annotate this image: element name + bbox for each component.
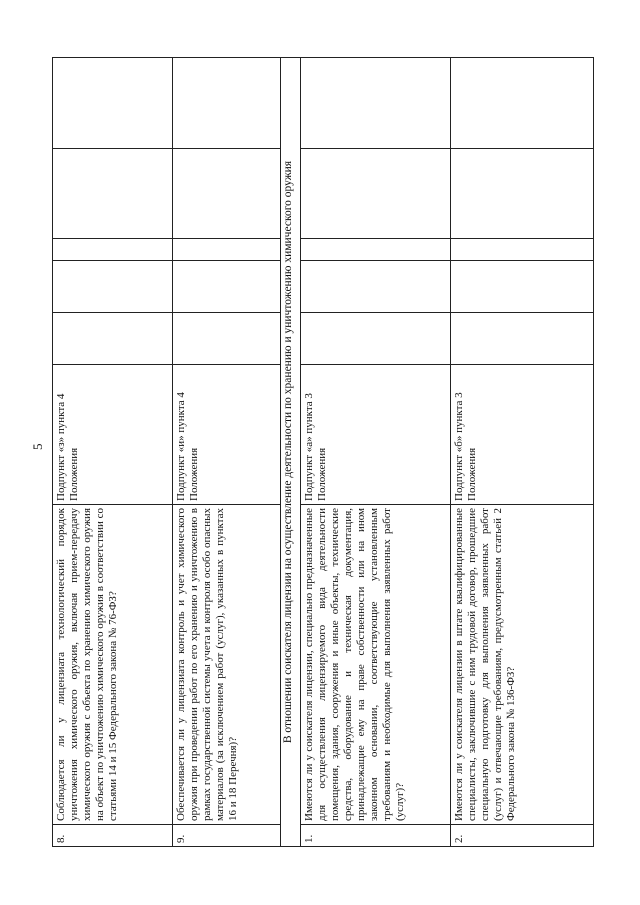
checklist-table (52, 57, 594, 847)
section-heading: В отношении соискателя лицензии на осуществление деятельности по хранению и уничтожению химического оружия (281, 58, 301, 846)
answer-cell-no (173, 260, 280, 312)
row-number: 2. (451, 824, 593, 846)
legal-reference: Подпункт «а» пункта 3 Положения (301, 364, 450, 504)
row-number: 1. (301, 824, 450, 846)
answer-cell-no (451, 260, 593, 312)
answer-cell-comment (173, 58, 280, 148)
answer-cell-note (301, 148, 450, 238)
answer-cell-yes (173, 312, 280, 364)
answer-cell-note (173, 148, 280, 238)
question-text: Имеются ли у соискателя лицензии, специально предназначенные для осуществления лицензируемого вида деятельности помещения, здания, сооружения и иные объекты, технические средства, оборудование и техническая документация, принадлежащие ему на праве собственности или на ином законном основании, соответствующие установленным требованиям и необходимые для выполнения заявленных работ (услуг)? (301, 504, 450, 824)
question-text: Соблюдается ли у лицензиата технологический порядок уничтожения химического оружия, включая прием-передачу химического оружия с объекта по хранению химического оружия на объект по уничтожению химического оружия в соответствии со статьями 14 и 15 Федерального закона № 76-ФЗ? (53, 504, 172, 824)
page-number: 5 (30, 443, 45, 450)
answer-cell-na (173, 238, 280, 260)
legal-reference: Подпункт «б» пункта 3 Положения (451, 364, 593, 504)
question-text: Обеспечивается ли у лицензиата контроль и учет химического оружия при проведении работ по его хранению и уничтожению в рамках государственной системы учета и контроля особо опасных материалов (за исключением работ (услуг), указанных в пунктах 16 и 18 Перечня)? (173, 504, 280, 824)
answer-cell-comment (451, 58, 593, 148)
row-number: 9. (173, 824, 280, 846)
answer-cell-na (53, 238, 172, 260)
answer-cell-yes (451, 312, 593, 364)
answer-cell-na (451, 238, 593, 260)
table-row (173, 58, 281, 846)
table-row (53, 58, 173, 846)
answer-cell-no (301, 260, 450, 312)
answer-cell-yes (301, 312, 450, 364)
table-row (301, 58, 451, 846)
row-number: 8. (53, 824, 172, 846)
answer-cell-note (451, 148, 593, 238)
legal-reference: Подпункт «и» пункта 4 Положения (173, 364, 280, 504)
answer-cell-note (53, 148, 172, 238)
answer-cell-yes (53, 312, 172, 364)
answer-cell-comment (301, 58, 450, 148)
answer-cell-comment (53, 58, 172, 148)
table-row (451, 58, 593, 846)
answer-cell-na (301, 238, 450, 260)
question-text: Имеются ли у соискателя лицензии в штате квалифицированные специалисты, заключившие с ним трудовой договор, прошедшие специальную подготовку для выполнения заявленных работ (услуг) и отвечающие требованиям, предусмотренным статьей 2 Федерального закона № 136-ФЗ? (451, 504, 593, 824)
legal-reference: Подпункт «з» пункта 4 Положения (53, 364, 172, 504)
answer-cell-no (53, 260, 172, 312)
